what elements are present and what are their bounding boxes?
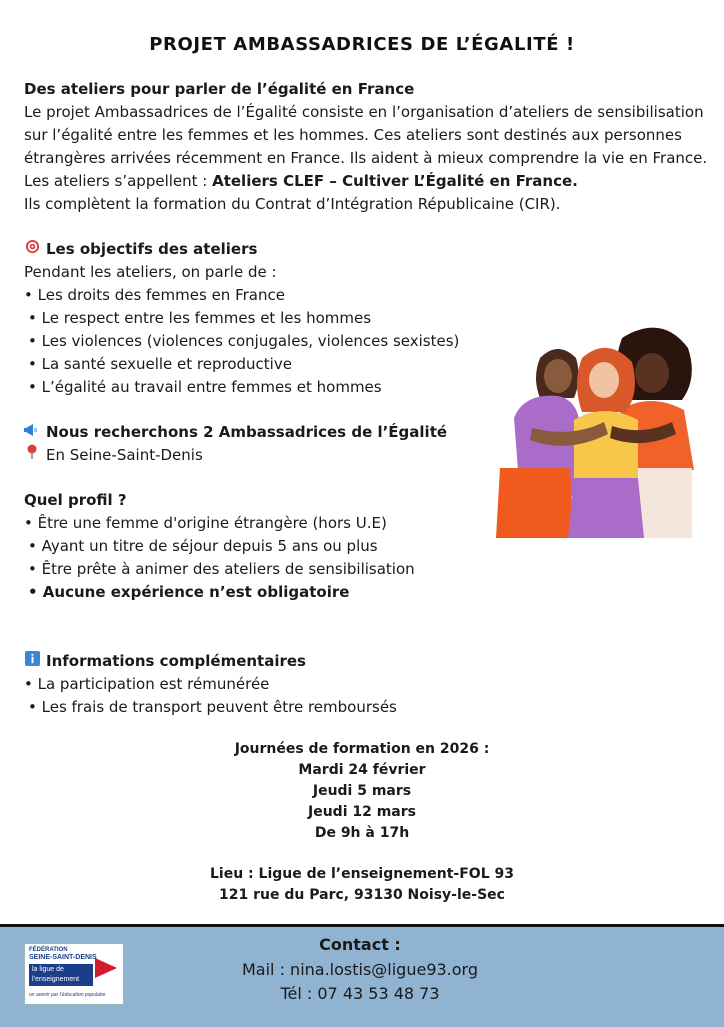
logo-flag-icon xyxy=(95,958,117,978)
info-icon xyxy=(24,650,40,673)
list-item: • La santé sexuelle et reproductive xyxy=(28,355,292,373)
list-item-bold: • Aucune expérience n’est obligatoire xyxy=(28,583,350,601)
intro-text-bold: Ateliers CLEF – Cultiver L’Égalité en France. xyxy=(212,172,578,190)
intro-text-2: Ils complètent la formation du Contrat d’Intégration Républicaine (CIR). xyxy=(24,195,561,213)
megaphone-icon xyxy=(24,421,40,444)
list-item: • Être une femme d'origine étrangère (hors U.E) xyxy=(24,514,387,532)
logo-tagline: un avenir par l’éducation populaire xyxy=(29,992,106,998)
intro-text xyxy=(24,101,714,193)
list-item: • Ayant un titre de séjour depuis 5 ans ou plus xyxy=(28,537,378,555)
dates-heading: Journées de formation en 2026 : xyxy=(234,741,490,757)
recruit-heading: Nous recherchons 2 Ambassadrices de l’Égalité xyxy=(46,423,448,441)
info-section xyxy=(24,650,714,719)
list-item: • La participation est rémunérée xyxy=(24,675,270,693)
pin-icon xyxy=(24,444,40,467)
footer xyxy=(0,924,724,1027)
date-item: Jeudi 5 mars xyxy=(312,783,412,799)
ligue-logo xyxy=(24,943,124,1005)
logo-line-2: SEINE-SAINT-DENIS xyxy=(29,954,97,961)
list-item: • Être prête à animer des ateliers de sensibilisation xyxy=(28,560,415,578)
venue xyxy=(0,864,724,906)
venue-line-2: 121 rue du Parc, 93130 Noisy-le-Sec xyxy=(219,887,505,903)
profile-heading: Quel profil ? xyxy=(24,491,127,509)
women-illustration xyxy=(492,318,702,538)
objectives-lead: Pendant les ateliers, on parle de : xyxy=(24,263,277,281)
list-item: • Les frais de transport peuvent être remboursés xyxy=(28,698,397,716)
objectives-heading-row xyxy=(24,238,714,261)
intro-section xyxy=(24,78,714,216)
intro-heading: Des ateliers pour parler de l’égalité en France xyxy=(24,80,415,98)
contact-mail[interactable]: Mail : nina.lostis@ligue93.org xyxy=(241,960,479,979)
objectives-heading: Les objectifs des ateliers xyxy=(46,240,258,258)
info-heading: Informations complémentaires xyxy=(46,652,306,670)
logo-box: la ligue de l’enseignement xyxy=(29,964,93,986)
contact-heading: Contact : xyxy=(319,935,401,954)
training-dates xyxy=(0,739,724,844)
intro-text-1: Le projet Ambassadrices de l’Égalité consiste en l’organisation d’ateliers de sensibilisation sur l’égalité entre les femmes et les hommes. Ces ateliers sont destinés aux personnes étrangères arrivées récemment en France. Ils aident à mieux comprendre la vie en France. Les ateliers s’appellent : xyxy=(24,103,708,190)
list-item: • Les droits des femmes en France xyxy=(24,286,285,304)
venue-line-1: Lieu : Ligue de l’enseignement-FOL 93 xyxy=(210,866,514,882)
page-title: PROJET AMBASSADRICES DE L’ÉGALITÉ ! xyxy=(149,34,575,55)
date-item: Jeudi 12 mars xyxy=(308,804,416,820)
list-item: • Les violences (violences conjugales, violences sexistes) xyxy=(28,332,460,350)
logo-line-1: FÉDÉRATION xyxy=(29,947,68,953)
list-item: • L’égalité au travail entre femmes et hommes xyxy=(28,378,382,396)
target-icon xyxy=(24,238,40,261)
recruit-location: En Seine-Saint-Denis xyxy=(46,446,203,464)
contact-phone[interactable]: Tél : 07 43 53 48 73 xyxy=(280,984,440,1003)
date-item: Mardi 24 février xyxy=(298,762,426,778)
info-heading-row xyxy=(24,650,714,673)
date-item: De 9h à 17h xyxy=(314,825,410,841)
list-item: • Le respect entre les femmes et les hommes xyxy=(28,309,372,327)
